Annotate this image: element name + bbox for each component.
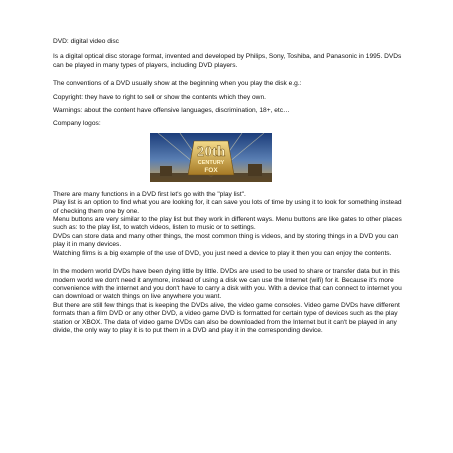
modern-paragraph: In the modern world DVDs have been dying little by little. DVDs are used to be used to share or transfer data but in this modern world we don't need it anymore, instead of using a disk we can use the Internet (wifi) for it. Because it's more convenience with the internet and you don't have to carry a disk with you. With a device that can connect to internet you can download or watch things on live anywhere you want. [53,268,402,301]
conventions-paragraph: The conventions of a DVD usually show at the beginning when you play the disk e.g.: [53,80,302,88]
document-page [53,38,403,335]
menu-paragraph: Menu buttons are very similar to the play list but they work in different ways. Menu buttons are like gates to other places such as: to the play list, to watch videos, listen to music or to settings. [53,216,402,232]
warnings-paragraph: Warnings: about the content have offensive languages, discrimination, 18+, etc… [53,107,290,115]
fox-logo-image [150,133,272,182]
consoles-paragraph: But there are still few things that is keeping the DVDs alive, the video game consoles. Video game DVDs have different formats than a film DVD or any other DVD, a video game DVD is formatted for certain type of devices such as the play station or XBOX. The data of video game DVDs can also be downloaded from the Internet but it can't be played in any divide, the only way to play it is to put them in a DVD and play it in the corresponding device. [53,301,400,334]
store-paragraph: DVDs can store data and many other things, the most common thing is videos, and by storing things in a DVD you can play it in many devices. [53,232,399,249]
doc-title: DVD: digital video disc [53,38,119,45]
logo-century-text: CENTURY [197,159,225,166]
logo-fox-text: FOX [204,166,218,174]
company-logos-label: Company logos: [53,120,101,128]
fox-logo-icon [150,133,272,182]
watching-paragraph: Watching films is a big example of the use of DVD, you just need a device to play it then you can enjoy the contents. [53,249,392,257]
playlist-paragraph: Play list is an option to find what you are looking for, it can save you lots of time by using it to look for something instead of checking them one by one. [53,199,402,215]
functions-intro-paragraph: There are many functions in a DVD first let's go with the "play list". [53,190,246,198]
copyright-paragraph: Copyright: they have to right to sell or show the contents which they own. [53,93,266,101]
intro-paragraph: Is a digital optical disc storage format, invented and developed by Philips, Sony, Toshiba, and Panasonic in 1995. DVDs can be played in many types of players, including DVD players. [53,53,402,69]
logo-number-text: 20th [196,143,226,160]
